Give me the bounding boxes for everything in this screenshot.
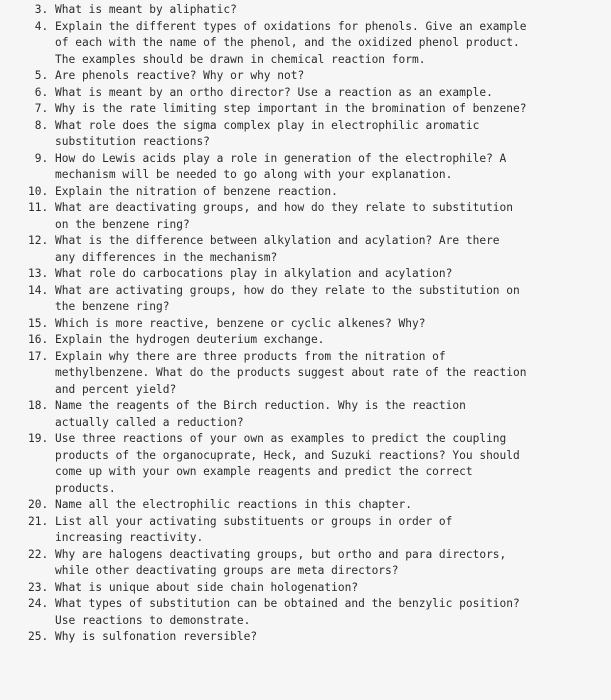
- question-line: What is unique about side chain hologenation?: [55, 580, 359, 594]
- question-line: What types of substitution can be obtained and the benzylic position?: [55, 597, 520, 610]
- question-text: [55, 316, 611, 333]
- question-text: [55, 266, 611, 283]
- question-number: 9.: [34, 151, 55, 165]
- question-number: 14.: [28, 283, 55, 297]
- question-text: [55, 2, 611, 19]
- question-line: and percent yield?: [55, 382, 177, 396]
- question-line: Use reactions to demonstrate.: [55, 613, 251, 627]
- question-line: What role do carbocations play in alkylation and acylation?: [55, 267, 453, 280]
- question-line: Why are halogens deactivating groups, but ortho and para directors,: [55, 547, 507, 561]
- question-line: What are activating groups, how do they relate to the substitution on: [55, 283, 520, 297]
- question-number: 13.: [28, 267, 55, 280]
- question-number: 7.: [34, 102, 55, 115]
- question-number: 8.: [34, 118, 55, 132]
- question-text: [55, 547, 611, 580]
- question-text: [55, 184, 611, 201]
- question-item: [0, 283, 611, 316]
- question-item: [0, 68, 611, 85]
- question-list: [0, 2, 611, 646]
- question-number: 6.: [34, 85, 55, 99]
- question-line: Name the reagents of the Birch reduction. Why is the reaction: [55, 399, 466, 412]
- question-number: 10.: [28, 184, 55, 198]
- question-number: 3.: [34, 3, 55, 16]
- question-number: 20.: [28, 498, 55, 511]
- question-line: the benzene ring?: [55, 300, 170, 313]
- question-text: [55, 514, 611, 547]
- question-item: [0, 101, 611, 118]
- question-line: increasing reactivity.: [55, 531, 204, 544]
- question-item: [0, 431, 611, 497]
- question-text: [55, 233, 611, 266]
- question-item: [0, 349, 611, 399]
- question-text: [55, 497, 611, 514]
- question-line: What role does the sigma complex play in electrophilic aromatic: [55, 118, 480, 132]
- question-line: What is the difference between alkylation and acylation? Are there: [55, 234, 500, 247]
- question-line: List all your activating substituents or groups in order of: [55, 514, 453, 528]
- question-number: 12.: [28, 234, 55, 247]
- question-number: 19.: [28, 432, 55, 445]
- question-item: [0, 184, 611, 201]
- question-number: 4.: [34, 19, 55, 33]
- question-number: 22.: [28, 547, 55, 561]
- question-line: mechanism will be needed to go along with your explanation.: [55, 168, 453, 181]
- question-line: Explain the hydrogen deuterium exchange.: [55, 333, 325, 346]
- question-number: 17.: [28, 349, 55, 363]
- question-line: Use three reactions of your own as examples to predict the coupling: [55, 432, 507, 445]
- question-line: What is meant by aliphatic?: [55, 3, 237, 16]
- question-number: 25.: [28, 630, 55, 643]
- question-text: [55, 398, 611, 431]
- question-line: actually called a reduction?: [55, 415, 244, 429]
- question-number: 16.: [28, 333, 55, 346]
- question-item: [0, 497, 611, 514]
- question-item: [0, 629, 611, 646]
- question-number: 24.: [28, 597, 55, 610]
- question-number: 15.: [28, 316, 55, 330]
- question-text: [55, 200, 611, 233]
- question-line: any differences in the mechanism?: [55, 250, 278, 264]
- question-text: [55, 68, 611, 85]
- question-line: Are phenols reactive? Why or why not?: [55, 69, 305, 82]
- question-item: [0, 398, 611, 431]
- question-line: Explain the different types of oxidations for phenols. Give an example: [55, 19, 527, 33]
- question-line: Explain why there are three products from the nitration of: [55, 349, 446, 363]
- question-text: [55, 151, 611, 184]
- question-line: Explain the nitration of benzene reaction.: [55, 184, 338, 198]
- question-item: [0, 19, 611, 69]
- question-line: come up with your own example reagents and predict the correct: [55, 465, 473, 478]
- question-number: 21.: [28, 514, 55, 528]
- question-number: 18.: [28, 399, 55, 412]
- question-item: [0, 332, 611, 349]
- question-line: Name all the electrophilic reactions in this chapter.: [55, 498, 412, 511]
- question-line: methylbenzene. What do the products suggest about rate of the reaction: [55, 366, 527, 379]
- question-item: [0, 2, 611, 19]
- question-item: [0, 316, 611, 333]
- question-text: [55, 85, 611, 102]
- question-text: [55, 19, 611, 69]
- question-line: How do Lewis acids play a role in generation of the electrophile? A: [55, 151, 507, 165]
- question-line: products.: [55, 481, 116, 495]
- question-text: [55, 431, 611, 497]
- question-item: [0, 547, 611, 580]
- question-line: Which is more reactive, benzene or cyclic alkenes? Why?: [55, 316, 426, 330]
- question-line: of each with the name of the phenol, and the oxidized phenol product.: [55, 36, 520, 49]
- question-text: [55, 580, 611, 597]
- question-item: [0, 118, 611, 151]
- question-item: [0, 580, 611, 597]
- question-item: [0, 514, 611, 547]
- question-line: substitution reactions?: [55, 135, 210, 148]
- question-line: The examples should be drawn in chemical reaction form.: [55, 52, 426, 66]
- question-line: products of the organocuprate, Heck, and Suzuki reactions? You should: [55, 448, 520, 462]
- question-item: [0, 266, 611, 283]
- question-text: [55, 118, 611, 151]
- question-text: [55, 332, 611, 349]
- question-number: 5.: [34, 69, 55, 82]
- question-number: 23.: [28, 580, 55, 594]
- question-item: [0, 200, 611, 233]
- question-item: [0, 85, 611, 102]
- question-line: Why is the rate limiting step important in the bromination of benzene?: [55, 102, 527, 115]
- question-number: 11.: [28, 201, 55, 214]
- question-text: [55, 283, 611, 316]
- question-item: [0, 233, 611, 266]
- question-text: [55, 596, 611, 629]
- question-line: What is meant by an ortho director? Use a reaction as an example.: [55, 85, 493, 99]
- question-text: [55, 629, 611, 646]
- question-text: [55, 349, 611, 399]
- question-line: Why is sulfonation reversible?: [55, 630, 258, 643]
- question-text: [55, 101, 611, 118]
- question-line: while other deactivating groups are meta directors?: [55, 564, 399, 577]
- question-line: on the benzene ring?: [55, 217, 190, 231]
- question-item: [0, 596, 611, 629]
- question-item: [0, 151, 611, 184]
- question-line: What are deactivating groups, and how do they relate to substitution: [55, 201, 514, 214]
